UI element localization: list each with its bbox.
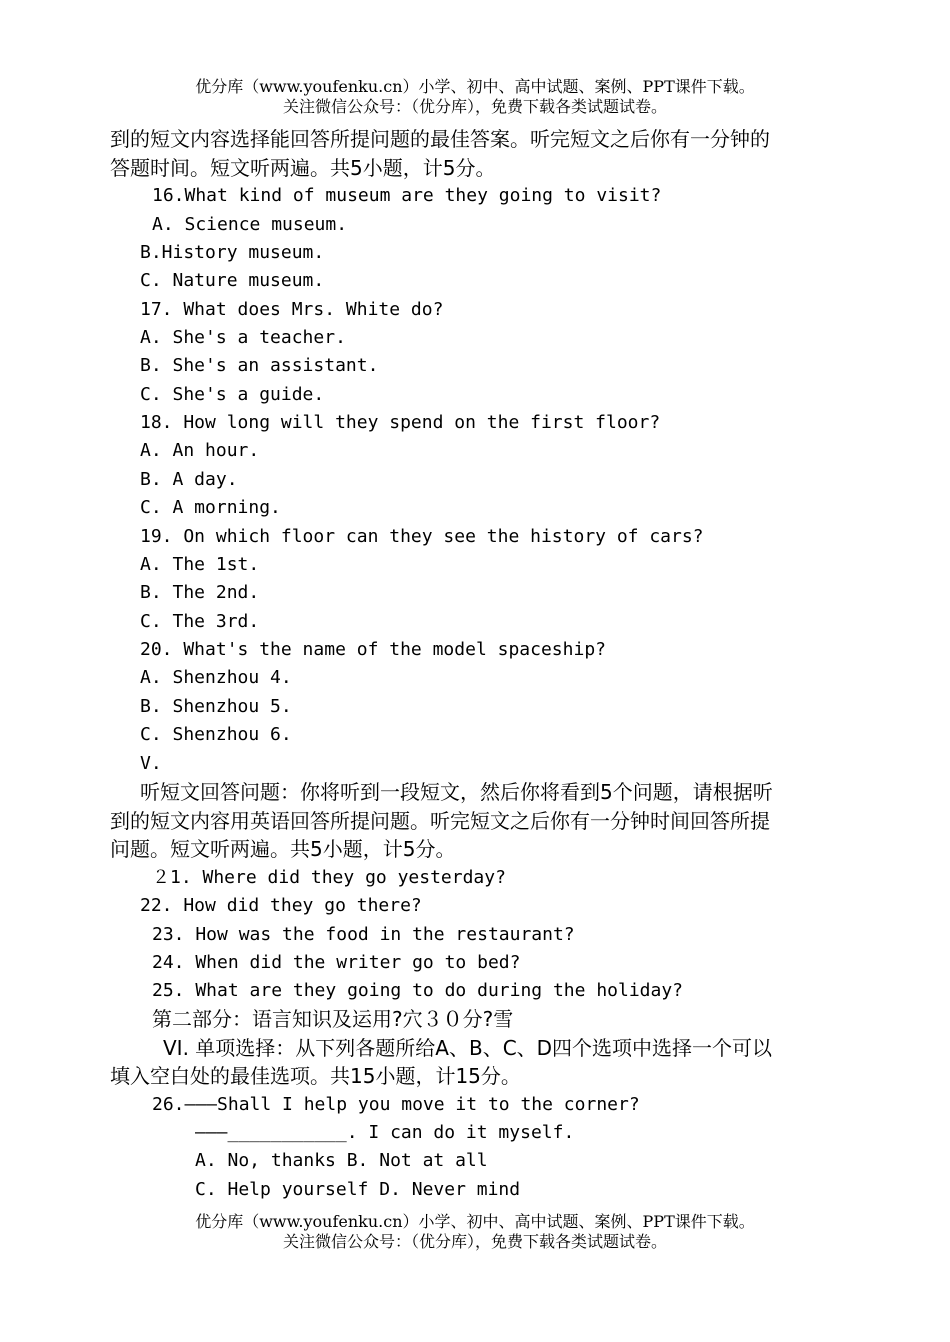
section5-numeral: V. bbox=[140, 753, 162, 774]
question-18: 18. How long will they spend on the first floor? bbox=[140, 412, 661, 433]
q26-options-cd: C. Help yourself D. Never mind bbox=[195, 1179, 521, 1200]
q20-option-c: C. Shenzhou 6. bbox=[140, 724, 292, 745]
q19-option-c: C. The 3rd. bbox=[140, 611, 260, 632]
question-25: 25. What are they going to do during the holiday? bbox=[152, 980, 684, 1001]
q18-option-a: A. An hour. bbox=[140, 440, 260, 461]
q17-option-a: A. She's a teacher. bbox=[140, 327, 346, 348]
section6-intro-line1: VI. 单项选择：从下列各题所给A、B、C、D四个选项中选择一个可以 bbox=[163, 1036, 773, 1060]
q26-reply-blank: ———___________. I can do it myself. bbox=[195, 1122, 575, 1143]
q20-option-a: A. Shenzhou 4. bbox=[140, 667, 292, 688]
q16-option-b: B.History museum. bbox=[140, 242, 325, 263]
q17-option-c: C. She's a guide. bbox=[140, 384, 325, 405]
q26-options-ab: A. No, thanks B. Not at all bbox=[195, 1150, 488, 1171]
section5-intro-line2: 到的短文内容用英语回答所提问题。听完短文之后你有一分钟时间回答所提 bbox=[110, 809, 770, 833]
q18-option-b: B. A day. bbox=[140, 469, 238, 490]
section4-intro-line1: 到的短文内容选择能回答所提问题的最佳答案。听完短文之后你有一分钟的 bbox=[110, 127, 770, 151]
q20-option-b: B. Shenzhou 5. bbox=[140, 696, 292, 717]
page-footer-line1: 优分库（www.youfenku.cn）小学、初中、高中试题、案例、PPT课件下载。 bbox=[195, 1212, 755, 1231]
q19-option-b: B. The 2nd. bbox=[140, 582, 260, 603]
question-26: 26.———Shall I help you move it to the corner? bbox=[152, 1094, 640, 1115]
question-20: 20. What's the name of the model spaceship? bbox=[140, 639, 606, 660]
section4-intro-line2: 答题时间。短文听两遍。共5小题，计5分。 bbox=[110, 156, 496, 180]
page-header-line2: 关注微信公众号：（优分库），免费下载各类试题试卷。 bbox=[282, 97, 667, 116]
q18-option-c: C. A morning. bbox=[140, 497, 281, 518]
q17-option-b: B. She's an assistant. bbox=[140, 355, 379, 376]
page-header-line1: 优分库（www.youfenku.cn）小学、初中、高中试题、案例、PPT课件下载。 bbox=[195, 77, 755, 96]
section6-intro-line2: 填入空白处的最佳选项。共15小题，计15分。 bbox=[110, 1064, 521, 1088]
part2-title: 第二部分：语言知识及运用?穴３０分?雪 bbox=[152, 1007, 514, 1031]
question-22: 22. How did they go there? bbox=[140, 895, 422, 916]
q19-option-a: A. The 1st. bbox=[140, 554, 260, 575]
question-16: 16.What kind of museum are they going to visit? bbox=[152, 185, 662, 206]
section5-intro-line3: 问题。短文听两遍。共5小题，计5分。 bbox=[110, 837, 456, 861]
question-21: ２1. Where did they go yesterday? bbox=[152, 867, 506, 888]
page-footer-line2: 关注微信公众号：（优分库），免费下载各类试题试卷。 bbox=[282, 1232, 667, 1251]
question-24: 24. When did the writer go to bed? bbox=[152, 952, 521, 973]
question-19: 19. On which floor can they see the history of cars? bbox=[140, 526, 704, 547]
q16-option-c: C. Nature museum. bbox=[140, 270, 325, 291]
section5-intro-line1: 听短文回答问题：你将听到一段短文，然后你将看到5个问题，请根据听 bbox=[140, 780, 773, 804]
q16-option-a: A. Science museum. bbox=[152, 214, 348, 235]
question-23: 23. How was the food in the restaurant? bbox=[152, 924, 575, 945]
question-17: 17. What does Mrs. White do? bbox=[140, 299, 444, 320]
